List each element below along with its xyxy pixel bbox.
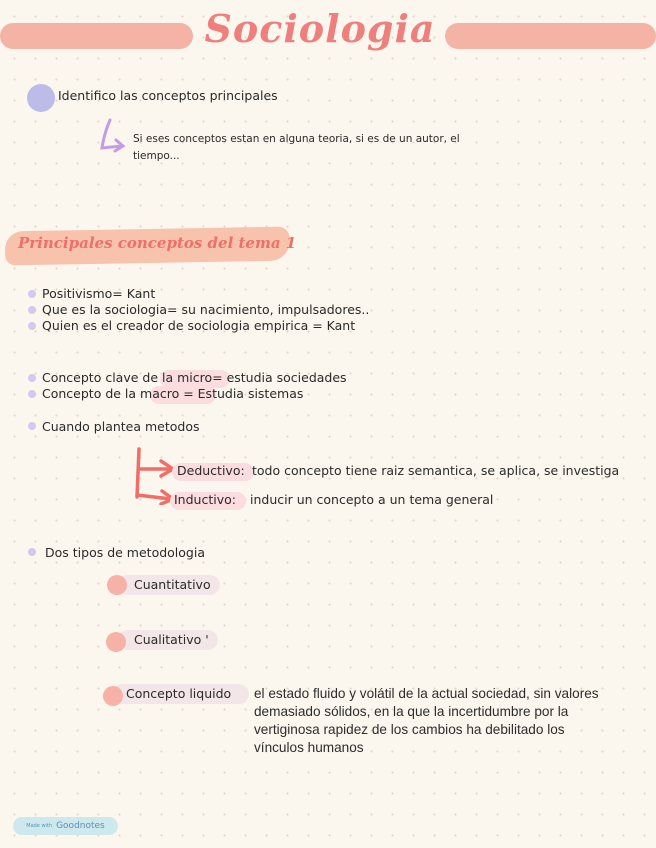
intro-arrow-icon [96,118,128,154]
liquid-label: Concepto liquido [126,686,232,701]
level-bullet [28,390,36,398]
methodology-heading: Dos tipos de metodologia [45,545,205,560]
intro-note: Si eses conceptos estan en alguna teoria, si es de un autor, el tiempo... [133,133,460,162]
goodnotes-badge [13,817,118,835]
badge-brand: Goodnotes [56,821,105,831]
concept-bullet [28,306,36,314]
liquid-description: el estado fluido y volátil de la actual sociedad, sin valores demasiado sólidos, en la que la incertidumbre por la vertiginosa rapidez de los cambios ha debilitado los vínculos humanos [254,686,599,755]
methodology-bullet [28,548,36,556]
deductive-label: Deductivo: [177,463,245,478]
methods-bullet [28,422,36,430]
concept-bullet [28,322,36,330]
page-title: Sociologia [204,6,436,51]
intro-heading: Identifico las conceptos principales [58,88,278,103]
concept-item: Quien es el creador de sociologia empirica = Kant [42,318,356,333]
methodology-type: Cualitativo ' [134,632,209,647]
level-item: Concepto clave de la micro= estudia sociedades [42,370,347,385]
type-dot [107,575,127,595]
intro-bullet-dot [27,84,55,112]
level-bullet [28,374,36,382]
level-item: Concepto de la macro = Estudia sistemas [42,386,304,401]
title-bar-left [0,23,193,49]
inductive-label: Inductivo: [174,492,236,507]
liquid-dot [103,686,123,706]
type-dot [106,632,126,652]
concept-item: Que es la sociologia= su nacimiento, impulsadores.. [42,302,370,317]
concept-item: Positivismo= Kant [42,286,156,301]
section-title: Principales conceptos del tema 1 [18,234,297,252]
concept-bullet [28,290,36,298]
deductive-text: todo concepto tiene raiz semantica, se aplica, se investiga [252,463,620,478]
methods-heading: Cuando plantea metodos [42,419,200,434]
inductive-text: inducir un concepto a un tema general [250,492,494,507]
badge-prefix: Made with [26,823,53,829]
methodology-type: Cuantitativo [134,577,211,592]
title-bar-right [445,23,656,49]
